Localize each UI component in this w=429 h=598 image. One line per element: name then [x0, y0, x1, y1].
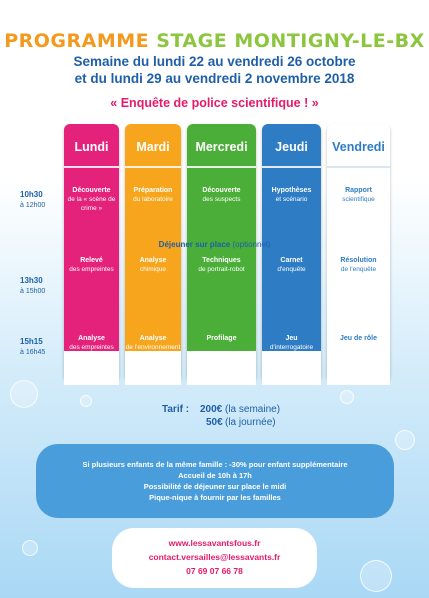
day-name: Mercredi [195, 140, 248, 154]
info-lunch: Possibilité de déjeuner sur place le midi [143, 482, 287, 491]
activity-title: Découverte [72, 187, 111, 194]
day-column-1 [125, 124, 181, 380]
activity-detail: chimique [139, 266, 166, 273]
activity-title: Analyse [139, 257, 167, 264]
activity-detail: du laboratoire [133, 196, 173, 203]
price-label: Tarif : [162, 404, 190, 415]
activity-detail: scientifique [342, 196, 375, 203]
activity-detail: des suspects [202, 196, 241, 203]
email-link[interactable]: contact.versailles@lessavants.fr [148, 552, 281, 562]
page-title [0, 30, 429, 52]
price-week-amount: 200€ [200, 404, 223, 415]
decorative-bubble [80, 395, 92, 407]
lunch-gap [125, 351, 181, 385]
activity-cell [327, 256, 390, 274]
day-column-2 [187, 124, 256, 380]
day-column-0 [64, 124, 119, 380]
time-slot-end: à 15h00 [20, 288, 46, 295]
activity-title: Rapport [345, 187, 372, 194]
activity-title: Techniques [202, 257, 241, 264]
activity-detail: d'enquête [277, 266, 306, 273]
activity-detail: de l'enquête [340, 266, 377, 273]
time-slot-start: 15h15 [20, 337, 43, 346]
activity-cell [187, 334, 256, 343]
day-header-divider [64, 166, 119, 168]
activity-cell [64, 256, 119, 274]
activity-title: Analyse [139, 335, 167, 342]
lunch-gap [187, 351, 256, 385]
activity-cell [125, 186, 181, 204]
day-header-divider [327, 166, 390, 168]
activity-detail: et scénario [275, 196, 308, 203]
activity-cell [187, 186, 256, 204]
activity-cell [262, 334, 321, 352]
price-day-amount: 50€ [206, 417, 223, 428]
lunch-optional: (optionnel) [232, 240, 271, 249]
activity-cell [64, 186, 119, 213]
activity-title: Carnet [280, 257, 303, 264]
time-slot-start: 10h30 [20, 190, 43, 199]
activity-detail: des empreintes [69, 344, 114, 351]
day-name: Lundi [74, 140, 109, 154]
day-name: Mardi [136, 140, 170, 154]
day-column-3 [262, 124, 321, 380]
activity-cell [262, 256, 321, 274]
time-slot-afternoon-2 [20, 337, 64, 358]
decorative-bubble [10, 380, 38, 408]
activity-cell [262, 186, 321, 204]
day-name: Vendredi [332, 140, 385, 154]
activity-title: Relevé [80, 257, 103, 264]
decorative-bubble [340, 390, 354, 404]
price-week-note: (la semaine) [225, 404, 281, 415]
activity-cell [125, 256, 181, 274]
activity-cell [125, 334, 181, 352]
activity-title: Analyse [78, 335, 105, 342]
activity-title: Jeu de rôle [340, 335, 377, 342]
activity-cell [327, 334, 390, 343]
title-word-programme: PROGRAMME [4, 30, 150, 52]
lunch-gap [262, 351, 321, 385]
activity-cell [327, 186, 390, 204]
activity-detail: de portrait-robot [198, 266, 245, 273]
activity-cell [187, 256, 256, 274]
dates-line-2: et du lundi 29 au vendredi 2 novembre 2018 [74, 71, 355, 86]
activity-title: Résolution [340, 257, 377, 264]
decorative-bubble [22, 540, 38, 556]
day-name: Jeudi [275, 140, 308, 154]
activity-title: Jeu [285, 335, 298, 342]
lunch-gap [64, 351, 119, 385]
info-hours: Accueil de 10h à 17h [178, 471, 252, 480]
time-slot-end: à 16h45 [20, 349, 46, 356]
day-header-divider [125, 166, 181, 168]
activity-cell [64, 334, 119, 352]
website-link[interactable]: www.lessavantsfous.fr [168, 538, 261, 548]
activity-title: Hypothèses [271, 187, 312, 194]
time-slot-morning [20, 190, 64, 211]
info-discount: Si plusieurs enfants de la même famille : -30% pour enfant supplémentaire [82, 460, 348, 469]
lunch-note [0, 240, 429, 249]
dates-line-1: Semaine du lundi 22 au vendredi 26 octobre [73, 54, 356, 69]
lunch-label: Déjeuner sur place [158, 240, 231, 249]
activity-detail: des empreintes [69, 266, 114, 273]
phone-number[interactable]: 07 69 07 66 78 [186, 566, 243, 576]
activity-title: Préparation [133, 187, 173, 194]
contact-box [112, 528, 317, 588]
price-day-note: (la journée) [225, 417, 276, 428]
activity-detail: de la « scène de crime » [67, 196, 116, 212]
time-slot-start: 13h30 [20, 276, 43, 285]
day-header-divider [262, 166, 321, 168]
activity-title: Découverte [202, 187, 241, 194]
activity-detail: de l'environnement [125, 344, 181, 351]
activity-detail: d'interrogatoire [269, 344, 314, 351]
decorative-bubble [360, 560, 392, 592]
program-subtitle: « Enquête de police scientifique ! » [110, 96, 319, 110]
time-slot-end: à 12h00 [20, 202, 46, 209]
decorative-bubble [395, 430, 415, 450]
day-column-4 [327, 124, 390, 380]
lunch-gap [327, 351, 390, 385]
time-slot-afternoon-1 [20, 276, 64, 297]
activity-title: Profilage [206, 335, 237, 342]
info-box [36, 444, 394, 518]
day-header-divider [187, 166, 256, 168]
info-picnic: Pique-nique à fournir par les familles [149, 493, 281, 502]
title-word-stage: STAGE MONTIGNY-LE-BX [156, 30, 425, 52]
